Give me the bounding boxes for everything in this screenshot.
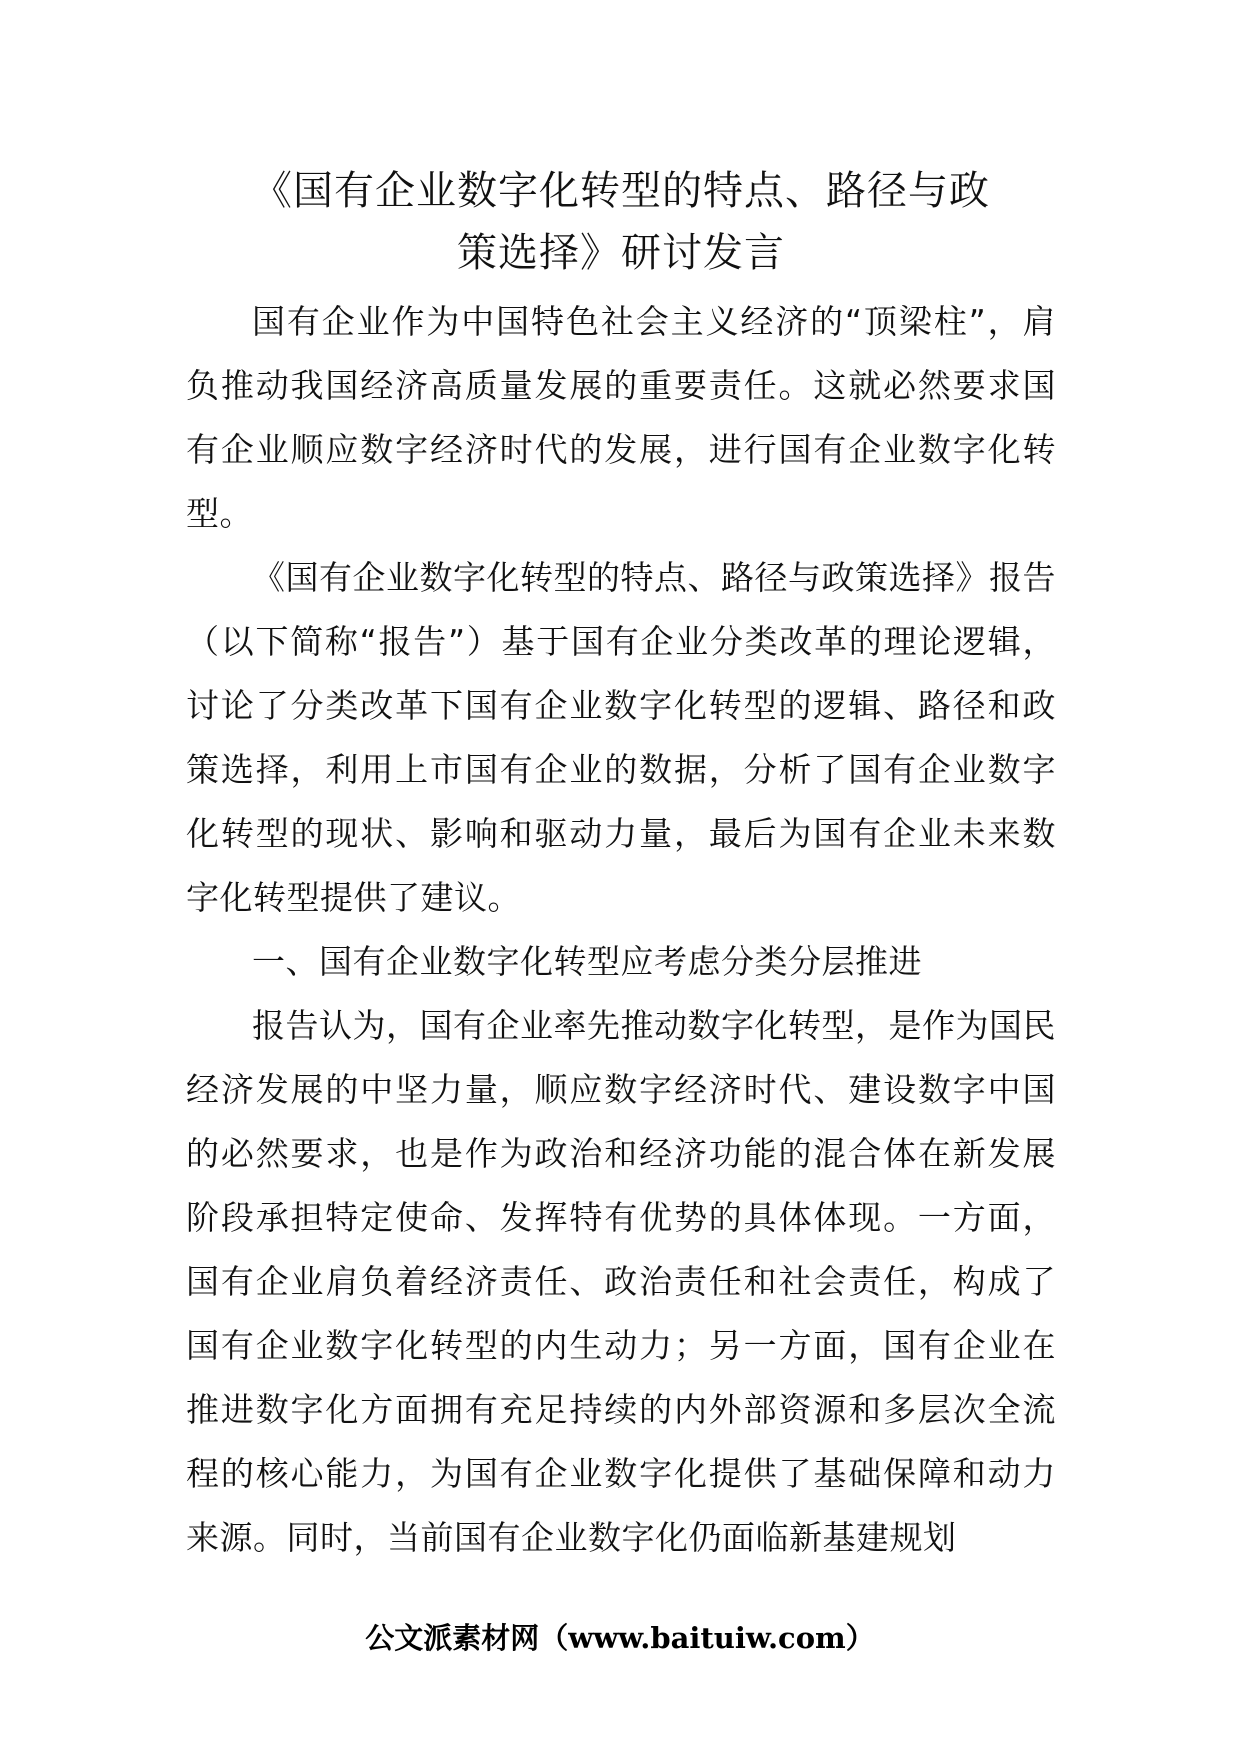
- paragraph-intro: 国有企业作为中国特色社会主义经济的“顶梁柱”，肩负推动我国经济高质量发展的重要责任。这就必然要求国有企业顺应数字经济时代的发展，进行国有企业数字化转型。: [186, 302, 1056, 533]
- paragraph-section-1: 报告认为，国有企业率先推动数字化转型，是作为国民经济发展的中坚力量，顺应数字经济时代、建设数字中国的必然要求，也是作为政治和经济功能的混合体在新发展阶段承担特定使命、发挥特有优势的具体体现。一方面，国有企业肩负着经济责任、政治责任和社会责任，构成了国有企业数字化转型的内生动力；另一方面，国有企业在推进数字化方面拥有充足持续的内外部资源和多层次全流程的核心能力，为国有企业数字化提供了基础保障和动力来源。同时，当前国有企业数字化仍面临新基建规划: [186, 1006, 1056, 1557]
- footer-watermark: 公文派素材网（www.baituiw.com）: [365, 1621, 875, 1655]
- title-line-2: 策选择》研讨发言: [457, 230, 785, 276]
- title-line-1: 《国有企业数字化转型的特点、路径与政: [252, 168, 990, 214]
- section-heading: 一、国有企业数字化转型应考虑分类分层推进: [252, 942, 922, 981]
- document-body: [186, 160, 1056, 1570]
- paragraph-report-summary: 《国有企业数字化转型的特点、路径与政策选择》报告（以下简称“报告”）基于国有企业分类改革的理论逻辑，讨论了分类改革下国有企业数字化转型的逻辑、路径和政策选择，利用上市国有企业的数据，分析了国有企业数字化转型的现状、影响和驱动力量，最后为国有企业未来数字化转型提供了建议。: [186, 558, 1056, 917]
- document-title: [186, 160, 1056, 284]
